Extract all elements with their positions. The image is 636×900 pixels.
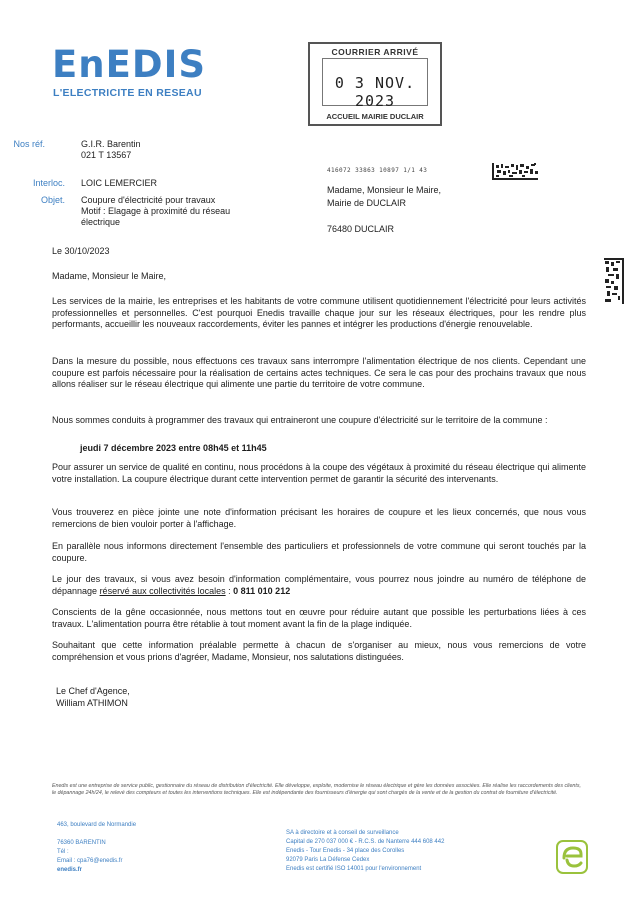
footer-intro: Enedis est une entreprise de service public, gestionnaire du réseau de distribution d'électricité. Elle développe, exploite, modernise le réseau électrique et gère les données associées. Elle réalise les raccordements des clients, le dépannage 24h/24, le relevé des compteurs et toutes les interventions techniques. Elle est indépendante des fournisseurs d'énergie qui sont chargés de la vente et de la gestion du contrat de fourniture d'électricité.	[52, 783, 581, 796]
letter-date: Le 30/10/2023	[52, 246, 110, 256]
stamp-title: COURRIER ARRIVÉ	[331, 47, 419, 57]
stamp-footer: ACCUEIL MAIRIE DUCLAIR	[326, 112, 424, 121]
paragraph-9: Souhaitant que cette information préalable permette à chacun de s'organiser au mieux, nous vous remercions de votre compréhension et vous prions d'agréer, Madame, Monsieur, nos salutations distinguées.	[52, 640, 586, 662]
paragraph-4: Pour assurer un service de qualité en continu, nous procédons à la coupe des végétaux à proximité du réseau électrique qui alimente votre installation. La coupure électrique durant cette intervention permet de garantir la sécurité des intervenants.	[52, 462, 586, 484]
postal-code-line: 416072 33863 10897 1/1 43	[327, 167, 428, 174]
paragraph-7	[52, 574, 586, 597]
objet-line: Coupure d'électricité pour travaux	[81, 195, 216, 205]
interloc-label: Interloc.	[32, 178, 65, 188]
recipient-line-1: Madame, Monsieur le Maire,	[327, 185, 442, 195]
logo-wordmark: EnEDIS	[52, 43, 207, 86]
enedis-logo	[52, 43, 207, 86]
logo-tagline: L'ELECTRICITE EN RESEAU	[53, 87, 202, 99]
p7-separator: :	[225, 585, 234, 596]
footer-legal-4: 92079 Paris La Défense Cedex	[286, 857, 370, 863]
recipient-line-2: Mairie de DUCLAIR	[327, 198, 407, 208]
footer-legal-5: Enedis est certifié ISO 14001 pour l'environnement	[286, 866, 422, 872]
recipient-city: 76480 DUCLAIR	[327, 224, 395, 234]
paragraph-3: Nous sommes conduits à programmer des travaux qui entraineront une coupure d'électricité sur le territoire de la commune :	[52, 415, 548, 425]
signature-title: Le Chef d'Agence,	[56, 686, 130, 696]
paragraph-5: Vous trouverez en pièce jointe une note d'information précisant les horaires de coupure et les lieux concernés, que nous vous remercions de bien vouloir porter à l'affichage.	[52, 507, 586, 529]
paragraph-6: En parallèle nous informons directement l'ensemble des particuliers et professionnels de votre commune qui seront touchés par la coupure.	[52, 541, 586, 563]
footer-web: enedis.fr	[57, 867, 83, 873]
objet-line: Motif : Elagage à proximité du réseau	[81, 206, 231, 216]
paragraph-8: Conscients de la gêne occasionnée, nous mettons tout en œuvre pour réduire autant que possible les perturbations liées à ces travaux. L'alimentation pourra être rétablie à tout moment avant la fin de la plage indiquée.	[52, 607, 586, 629]
salutation: Madame, Monsieur le Maire,	[52, 271, 167, 281]
side-barcode-icon	[604, 258, 624, 304]
objet-line: électrique	[81, 217, 121, 227]
footer-tel: Tél :	[57, 849, 69, 855]
signature-name: William ATHIMON	[56, 698, 128, 708]
nos-ref-line: 021 T 13567	[81, 150, 132, 160]
datamatrix-code-icon	[492, 163, 538, 180]
footer-address: 463, boulevard de Normandie	[57, 822, 137, 828]
paragraph-1: Les services de la mairie, les entreprises et les habitants de votre commune utilisent quotidiennement l'électricité pour leurs activités professionnelles et personnelles. C'est pourquoi Enedis travaille chaque jour sur les réseaux électriques, pour les rendre plus performants, accueillir les nouveaux raccordements, éviter les pannes et intégrer les productions d'énergie renouvelable.	[52, 296, 586, 330]
nos-ref-label: Nos réf.	[13, 139, 45, 149]
depannage-phone: 0 811 010 212	[233, 585, 291, 596]
interloc-value: LOIC LEMERCIER	[81, 178, 158, 188]
footer-legal-1: SA à directoire et à conseil de surveillance	[286, 830, 399, 836]
works-date: jeudi 7 décembre 2023 entre 08h45 et 11h45	[80, 443, 267, 453]
footer-email: Email : cpa76@enedis.fr	[57, 858, 123, 864]
reception-stamp	[308, 42, 442, 126]
objet-label: Objet.	[40, 195, 65, 205]
enedis-e-logo-icon	[556, 840, 588, 874]
stamp-date: 0 3 NOV. 2023	[334, 74, 416, 110]
collectivites-link: réservé aux collectivités locales	[99, 585, 226, 596]
nos-ref-value	[81, 139, 141, 161]
footer-legal-2: Capital de 270 037 000 € - R.C.S. de Nanterre 444 608 442	[286, 839, 445, 845]
paragraph-2: Dans la mesure du possible, nous effectuons ces travaux sans interrompre l'alimentation électrique de nos clients. Cependant une coupure est parfois nécessaire pour la réalisation de certains actes techniques. Ce sera le cas pour des prochains travaux que nous allons réaliser sur le réseau électrique qui alimente une partie du territoire de votre commune.	[52, 356, 586, 390]
nos-ref-line: G.I.R. Barentin	[81, 139, 141, 149]
footer-city: 76360 BARENTIN	[57, 840, 106, 846]
objet-value	[81, 195, 230, 228]
footer-legal-3: Enedis - Tour Enedis - 34 place des Corolles	[286, 848, 405, 854]
p7-text: Le jour des travaux, si vous avez besoin d'information complémentaire, vous pourrez nous joindre au numéro de téléphone de dépannage	[52, 574, 586, 596]
